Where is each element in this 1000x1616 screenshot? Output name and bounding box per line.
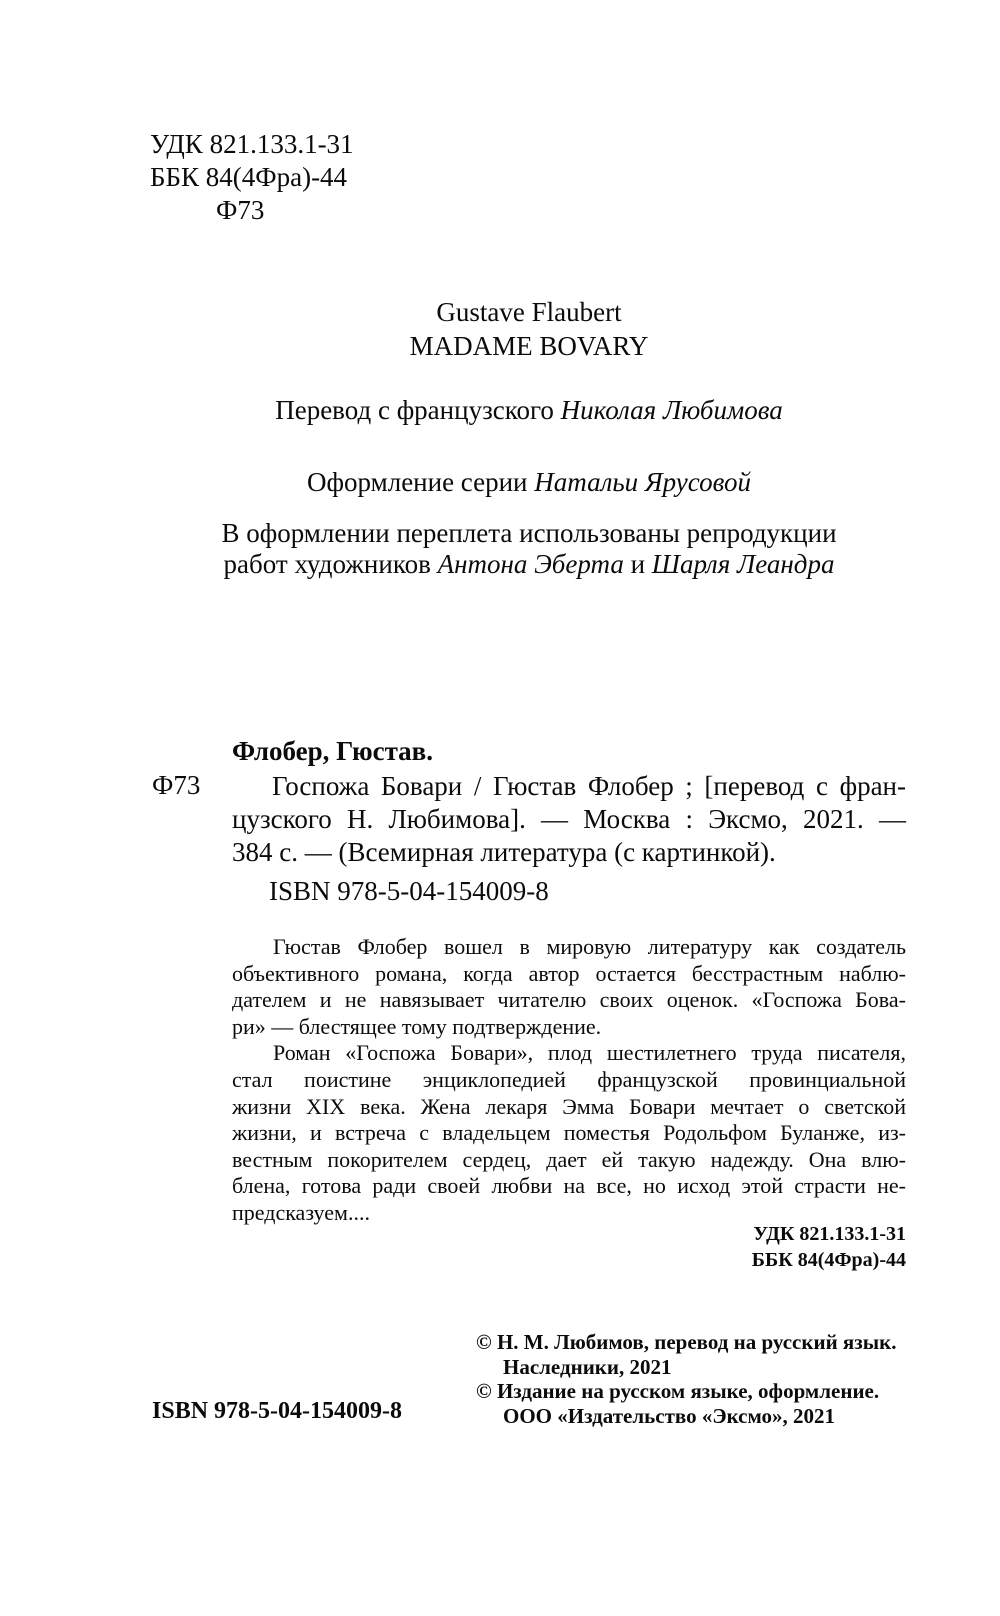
annotation-line: блена, готова ради своей любви на все, но исход этой страсти не- (232, 1173, 906, 1199)
binding-note (150, 518, 908, 580)
series-designer-name: Натальи Ярусовой (534, 467, 751, 497)
copyright-line: © Н. М. Любимов, перевод на русский язык. (476, 1330, 897, 1354)
series-design-credit (150, 466, 908, 498)
annotation (232, 934, 906, 1227)
catalog-card-description (232, 770, 906, 869)
latin-title-block (150, 295, 908, 363)
annotation-line: жизни XIX века. Жена лекаря Эмма Бовари мечтает о светской (232, 1093, 906, 1119)
translation-credit (150, 394, 908, 426)
udk-code: УДК 821.133.1-31 (150, 129, 354, 159)
annotation-line: жизни, и встреча с владельцем поместья Родольфом Буланже, из- (232, 1120, 906, 1146)
binding-note-line2 (150, 549, 908, 580)
translator-name: Николая Любимова (560, 395, 783, 425)
isbn-catalog: ISBN 978-5-04-154009-8 (269, 876, 549, 906)
copyright-block (476, 1330, 916, 1428)
series-design-prefix: Оформление серии (307, 467, 535, 497)
bbk-code-footer: ББК 84(4Фра)-44 (751, 1249, 906, 1271)
binding-note-conjunction: и (623, 549, 652, 579)
copyright-line: Наследники, 2021 (503, 1354, 672, 1379)
copyright-line: ООО «Издательство «Эксмо», 2021 (503, 1403, 836, 1428)
author-sign: Ф73 (216, 195, 265, 225)
annotation-line: стал поистине энциклопедией французской провинциальной (232, 1066, 906, 1092)
catalog-card-author: Флобер, Гюстав. (232, 736, 434, 766)
copyright-line: © Издание на русском языке, оформление. (476, 1379, 880, 1404)
translation-credit-prefix: Перевод с французского (275, 395, 561, 425)
bbk-code: ББК 84(4Фра)-44 (150, 162, 348, 192)
annotation-line: объективного романа, когда автор остается бесстрастным наблю- (232, 960, 906, 986)
header-codes (150, 128, 354, 227)
annotation-line: Роман «Госпожа Бовари», плод шестилетнего труда писателя, (273, 1040, 906, 1066)
cover-artist-1: Антона Эберта (437, 549, 624, 579)
annotation-line: вестным покорителем сердец, дает ей такую надежду. Она влю- (232, 1146, 906, 1172)
annotation-line: ри» — блестящее тому подтверждение. (232, 1013, 602, 1039)
udk-code-footer: УДК 821.133.1-31 (753, 1223, 906, 1245)
cover-artist-2: Шарля Леандра (651, 549, 835, 579)
book-title-latin: MADAME BOVARY (409, 331, 649, 361)
author-name-latin: Gustave Flaubert (436, 297, 622, 327)
annotation-line: Гюстав Флобер вошел в мировую литературу как создатель (273, 934, 906, 959)
footer-codes (150, 1221, 906, 1273)
catalog-line: Госпожа Бовари / Гюстав Флобер ; [перевод с фран- (272, 771, 906, 801)
annotation-line: дателем и не навязывает читателю своих оценок. «Госпожа Бова- (232, 987, 906, 1013)
catalog-line: цузского Н. Любимова]. — Москва : Эксмо, 2021. — (232, 804, 906, 834)
binding-note-line1: В оформлении переплета использованы репродукции (221, 518, 837, 548)
catalog-card-author-sign: Ф73 (152, 770, 201, 800)
annotation-line: предсказуем.... (232, 1199, 370, 1225)
catalog-line: 384 с. — (Всемирная литература (с картинкой). (232, 837, 776, 867)
binding-note-line2-prefix: работ художников (223, 549, 438, 579)
isbn-footer: ISBN 978-5-04-154009-8 (152, 1398, 402, 1424)
